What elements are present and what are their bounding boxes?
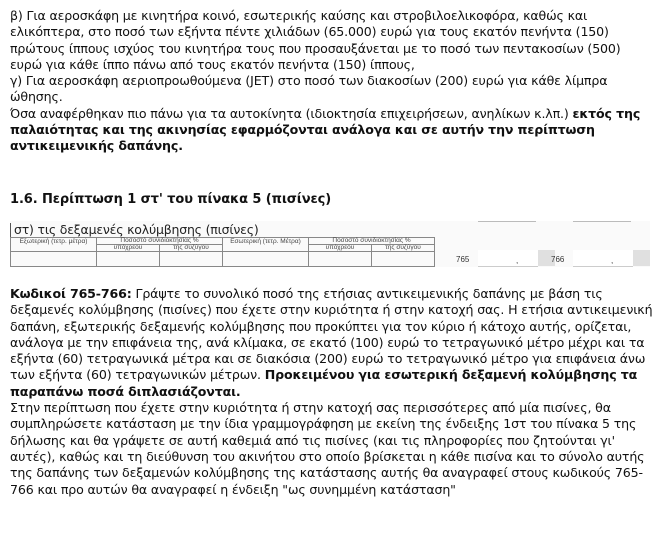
instructions-text-1: Γράψτε το συνολικό ποσό της ετήσιας αντικειμενικής δαπάνης με βάση τις δεξαμενές κολύμβησης (πισίνες) που έχετε στην κυριότητα ή στην κατοχή σας. Η ετήσια αντικειμενική δαπάνη, εξωτερικής δεξαμενής κολύμβησης που προκύπτει για τον κύριο ή κάτοχο αυτής, ορίζεται, ανάλογα με την επιφάνεια της, ανά κλίμακα, σε εκατό (100) ευρώ το τετραγωνικό μέτρο μέχρι και τα εξήντα (60) τετραγωνικά μέτρα και σε διακόσια (200) ευρώ το τετραγωνικό μέτρο για επιφάνεια άνω των εξήντα (60) τετραγωνικών μέτρων. — [10, 286, 653, 383]
cell-ownership-external — [97, 252, 223, 267]
ownership-pct-header: Ποσοστό συνιδιοκτησίας % — [97, 238, 222, 245]
note-bold-text: εκτός της παλαιότητας και της ακινησίας εφαρμόζονται ανάλογα και σε αυτήν την περίπτωση αντικειμενικής δαπάνης. — [10, 105, 641, 154]
header-ownership-internal — [309, 238, 435, 252]
code-765-amount-field[interactable] — [478, 250, 538, 267]
cell-external-area — [11, 252, 97, 267]
code-766-separator: , — [611, 256, 614, 265]
code-766-amount-field[interactable] — [573, 250, 633, 267]
code-765-separator: , — [516, 256, 519, 265]
note-text: Όσα αναφέρθηκαν πιο πάνω για τα αυτοκίνητα (ιδιοκτησία επιχειρήσεων, ανηλίκων κ.λπ.) — [10, 105, 569, 121]
pool-form-excerpt — [10, 221, 660, 269]
ownership-pct-spouse-2: της συζύγου — [385, 244, 421, 251]
codes-765-766-instructions — [10, 286, 655, 498]
cell-internal-area — [223, 252, 309, 267]
header-ownership-external — [97, 238, 223, 252]
form-section-title: στ) τις δεξαμενές κολύμβησης (πισίνες) — [14, 222, 259, 237]
pool-table-header-row — [11, 238, 435, 252]
ownership-pct-taxpayer-2: υπόχρεου — [309, 245, 372, 251]
header-external-area: Εξωτερική (τετρ. μέτρα) — [11, 238, 97, 252]
instructions-text-2: Στην περίπτωση που έχετε στην κυριότητα ή στην κατοχή σας περισσότερες από μία πισίνες, θα συμπληρώσετε κατάσταση με την ίδια γραμμογράφηση με εκείνη της ένδειξης 1στ του πίνακα 5 της δήλωσης και θα γράψετε σε αυτή καθεμιά από τις πισίνες (και τις πληροφορίες που ζητούνται γι' αυτές), καθώς και τη διεύθυνση του ακινήτου στο οποίο βρίσκεται η κάθε πισίνα και το σύνολο αυτής της δαπάνης των δεξαμενών κολύμβησης της κατάστασης αυτής θα αναγραφεί στους κωδικούς 765-766 και προ αυτών θα αναγραφεί η ένδειξη "ως συνημμένη κατάσταση" — [10, 400, 645, 497]
aircraft-expense-paragraph — [10, 8, 655, 155]
code-766-decimal-field[interactable] — [633, 250, 650, 266]
cell-ownership-internal — [309, 252, 435, 267]
internal-pool-bold-note: Προκειμένου για εσωτερική δεξαμενή κολύμβησης τα παραπάνω ποσά διπλασιάζονται. — [10, 367, 638, 399]
ownership-pct-taxpayer: υπόχρεου — [97, 245, 160, 251]
beta-clause: β) Για αεροσκάφη με κινητήρα κοινό, εσωτερικής καύσης και στροβιλοελικοφόρα, καθώς και ελικόπτερα, στο ποσό των εξήντα πέντε χιλιάδων (65.000) ευρώ για τους εκατόν πενήντα (150) πρώτους ίππους ισχύος του κινητήρα τους που προσαυξάνεται με το ποσό των πεντακοσίων (500) ευρώ για κάθε ίππο πάνω από τους εκατόν πενήντα (150) ίππους, — [10, 8, 621, 72]
section-heading: 1.6. Περίπτωση 1 στ' του πίνακα 5 (πισίνες) — [10, 192, 332, 207]
pool-table-data-row — [11, 252, 435, 267]
code-766-box — [551, 221, 631, 267]
code-765-label: 765 — [456, 255, 470, 264]
ownership-pct-spouse: της συζύγου — [173, 244, 209, 251]
code-fields — [456, 221, 651, 267]
gamma-clause: γ) Για αεροσκάφη αεριοπροωθούμενα (JET) στο ποσό των διακοσίων (200) ευρώ για κάθε λίμπρα ώθησης. — [10, 73, 608, 105]
code-765-box — [456, 221, 536, 267]
codes-lead-bold: Κωδικοί 765-766: — [10, 286, 132, 301]
pool-table — [10, 237, 435, 267]
ownership-pct-header-2: Ποσοστό συνιδιοκτησίας % — [309, 238, 434, 245]
header-internal-area: Εσωτερική (τετρ. Μέτρα) — [223, 238, 309, 252]
code-766-label: 766 — [551, 255, 565, 264]
